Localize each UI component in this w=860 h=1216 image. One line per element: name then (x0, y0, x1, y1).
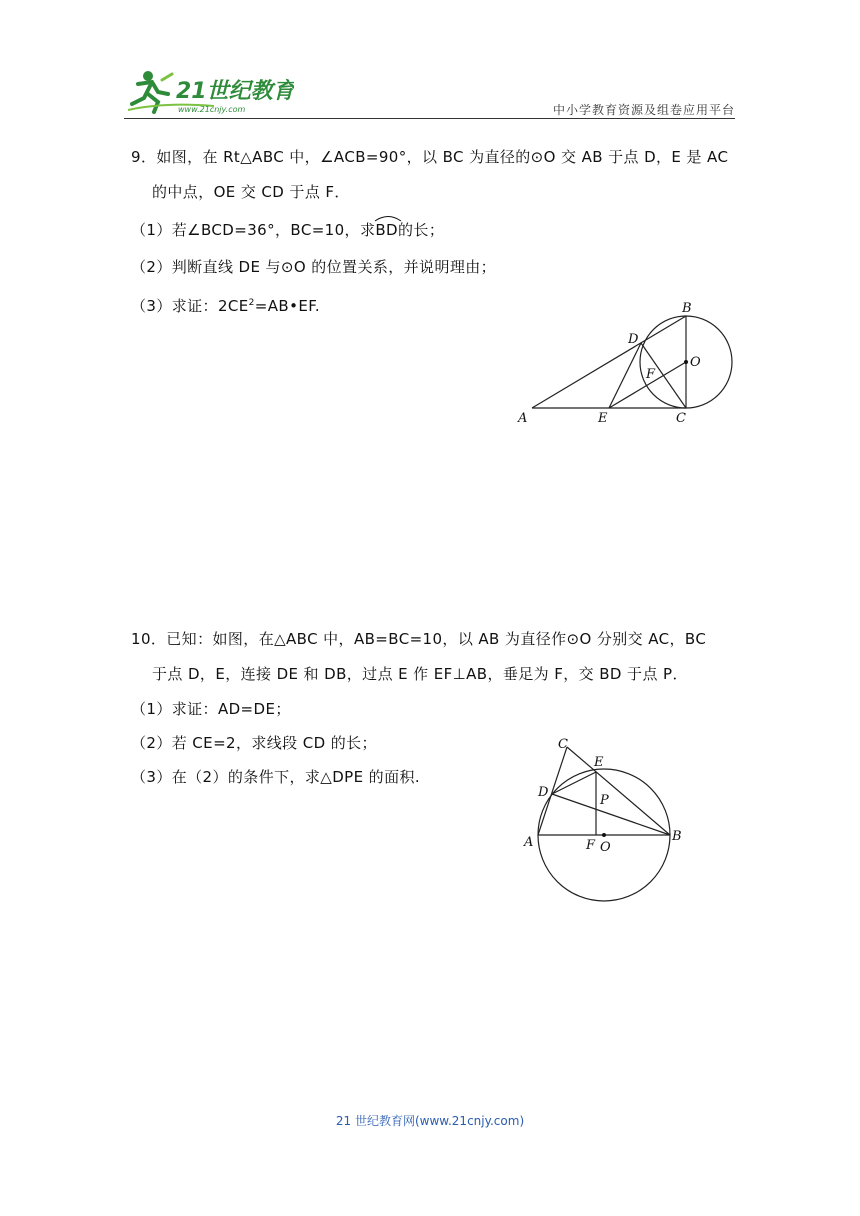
arc-bd (375, 220, 398, 240)
q9-center-dot (684, 360, 688, 364)
q9-label-o: O (690, 355, 701, 370)
q9-label-d: D (628, 332, 639, 347)
q9-part2: （2）判断直线 DE 与⊙O 的位置关系，并说明理由； (131, 258, 497, 276)
q9-part3 (131, 293, 320, 316)
site-logo (124, 66, 294, 116)
q10-label-d: D (538, 785, 549, 800)
q10-label-a: A (524, 835, 534, 850)
q9-part3-sup: 2 (248, 298, 255, 308)
q9-label-b: B (682, 301, 692, 316)
q9-label-a: A (518, 411, 528, 426)
q10-label-p: P (600, 793, 609, 808)
logo-url: www.21cnjy.com (178, 105, 246, 114)
q10-part3: （3）在（2）的条件下，求△DPE 的面积. (131, 768, 421, 786)
q10-segment-db (552, 794, 670, 835)
footer-link[interactable]: 21 世纪教育网(www.21cnjy.com) (335, 1114, 525, 1128)
q10-figure (518, 730, 693, 910)
q10-center-dot (602, 833, 606, 837)
arc-bd-label: BD (375, 221, 399, 239)
q10-segment-de (552, 772, 596, 794)
q10-line2: 于点 D，E，连接 DE 和 DB，过点 E 作 EF⊥AB，垂足为 F，交 BD 于点 P． (152, 665, 688, 683)
logo-text: 21世纪教育 (176, 79, 294, 104)
q10-label-c: C (558, 737, 568, 752)
header-divider (124, 118, 735, 119)
q10-label-b: B (672, 829, 682, 844)
q10-segment-bc (567, 747, 670, 835)
q10-label-e: E (594, 755, 604, 770)
q10-line1: 10．已知：如图，在△ABC 中，AB=BC=10，以 AB 为直径作⊙O 分别交 AC，BC (131, 630, 707, 648)
q9-segment-ab (532, 316, 686, 408)
q9-part1-prefix: （1）若∠BCD=36°，BC=10，求 (131, 221, 376, 239)
q9-line1: 9．如图，在 Rt△ABC 中，∠ACB=90°，以 BC 为直径的⊙O 交 AB 于点 D，E 是 AC (131, 148, 729, 166)
q9-part3-prefix: （3）求证：2CE (131, 297, 249, 315)
q9-label-e: E (598, 411, 608, 426)
platform-tagline: 中小学教育资源及组卷应用平台 (552, 103, 735, 117)
q9-part1 (131, 220, 444, 240)
q9-label-f: F (646, 367, 656, 382)
q9-part1-suffix: 的长； (398, 221, 445, 239)
q9-part3-suffix: =AB•EF. (254, 297, 321, 315)
q10-label-o: O (600, 840, 611, 855)
q9-label-c: C (676, 411, 686, 426)
q10-part2: （2）若 CE=2，求线段 CD 的长； (131, 734, 377, 752)
q9-figure (510, 296, 740, 431)
q10-label-f: F (586, 838, 596, 853)
q10-part1: （1）求证：AD=DE； (131, 700, 291, 718)
q9-line2: 的中点，OE 交 CD 于点 F． (152, 183, 350, 201)
